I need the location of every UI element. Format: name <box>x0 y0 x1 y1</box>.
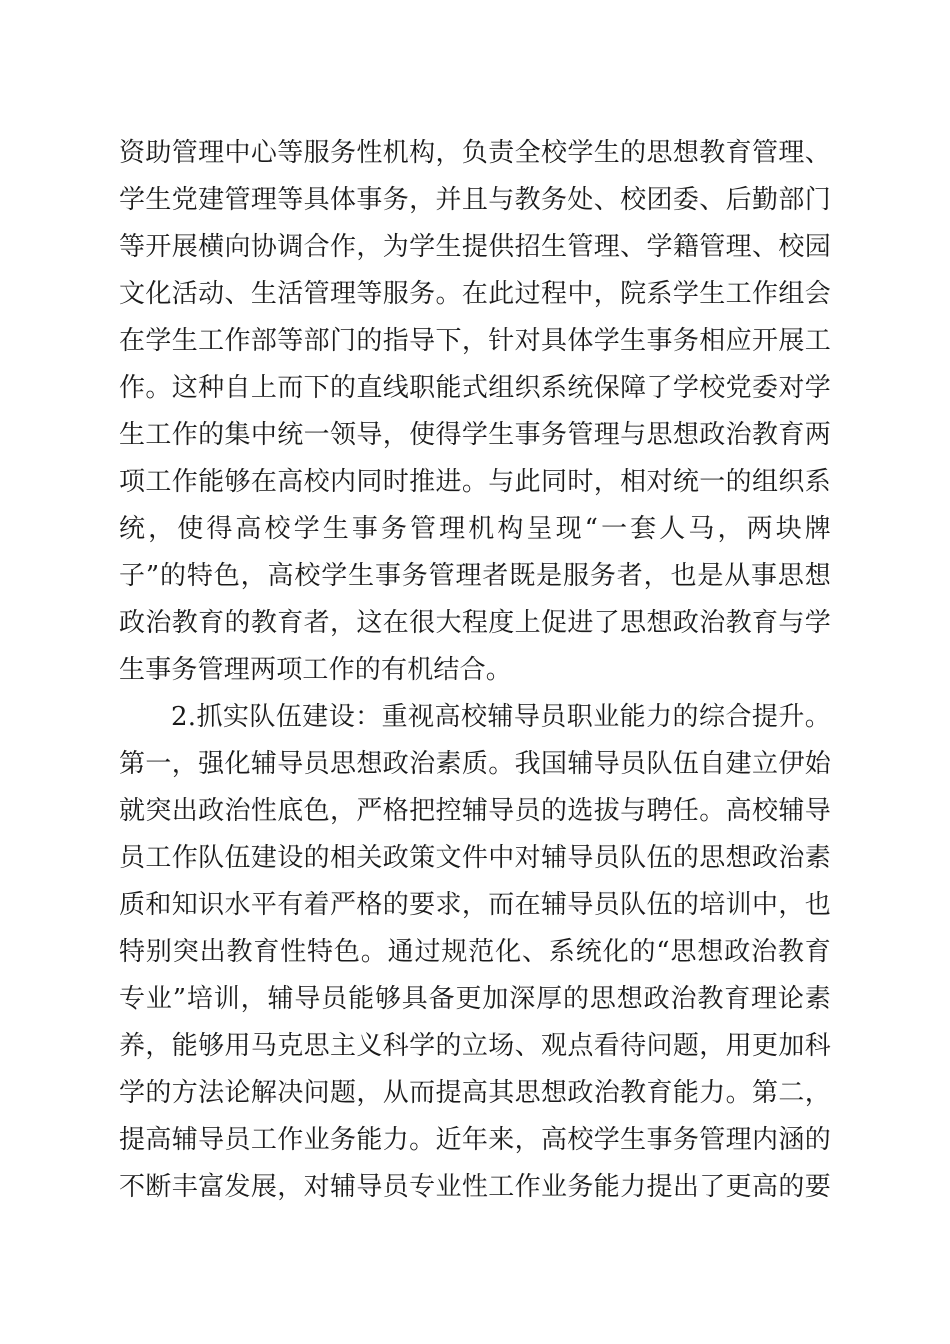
text-line: 就突出政治性底色，严格把控辅导员的选拔与聘任。高校辅导 <box>119 796 831 826</box>
text-line: 养，能够用马克思主义科学的立场、观点看待问题，用更加科 <box>119 1031 831 1061</box>
text-line: 等开展横向协调合作，为学生提供招生管理、学籍管理、校园 <box>119 232 831 262</box>
text-line: 员工作队伍建设的相关政策文件中对辅导员队伍的思想政治素 <box>119 843 831 873</box>
text-line: 项工作能够在高校内同时推进。与此同时，相对统一的组织系 <box>119 467 831 497</box>
text-line: 学的方法论解决问题，从而提高其思想政治教育能力。第二， <box>119 1078 831 1108</box>
text-line: 资助管理中心等服务性机构，负责全校学生的思想教育管理、 <box>119 138 831 168</box>
text-line: 政治教育的教育者，这在很大程度上促进了思想政治教育与学 <box>119 608 831 638</box>
text-line: 文化活动、生活管理等服务。在此过程中，院系学生工作组会 <box>119 279 831 309</box>
text-line: 第一，强化辅导员思想政治素质。我国辅导员队伍自建立伊始 <box>119 749 831 779</box>
text-line: 生工作的集中统一领导，使得学生事务管理与思想政治教育两 <box>119 420 831 450</box>
text-line: 特别突出教育性特色。通过规范化、系统化的“思想政治教育 <box>119 937 831 967</box>
text-line: 统，使得高校学生事务管理机构呈现“一套人马，两块牌 <box>119 514 831 544</box>
text-line: 作。这种自上而下的直线职能式组织系统保障了学校党委对学 <box>119 373 831 403</box>
text-line: 提高辅导员工作业务能力。近年来，高校学生事务管理内涵的 <box>119 1125 831 1155</box>
text-line: 生事务管理两项工作的有机结合。 <box>119 655 513 685</box>
text-line: 专业”培训，辅导员能够具备更加深厚的思想政治教育理论素 <box>119 984 831 1014</box>
text-line: 学生党建管理等具体事务，并且与教务处、校团委、后勤部门 <box>119 185 831 215</box>
section-heading: 2.抓实队伍建设：重视高校辅导员职业能力的综合提升。 <box>171 702 831 732</box>
text-line: 在学生工作部等部门的指导下，针对具体学生事务相应开展工 <box>119 326 831 356</box>
text-line: 不断丰富发展，对辅导员专业性工作业务能力提出了更高的要 <box>119 1172 831 1202</box>
text-line: 质和知识水平有着严格的要求，而在辅导员队伍的培训中，也 <box>119 890 831 920</box>
text-line: 子”的特色，高校学生事务管理者既是服务者，也是从事思想 <box>119 561 831 591</box>
